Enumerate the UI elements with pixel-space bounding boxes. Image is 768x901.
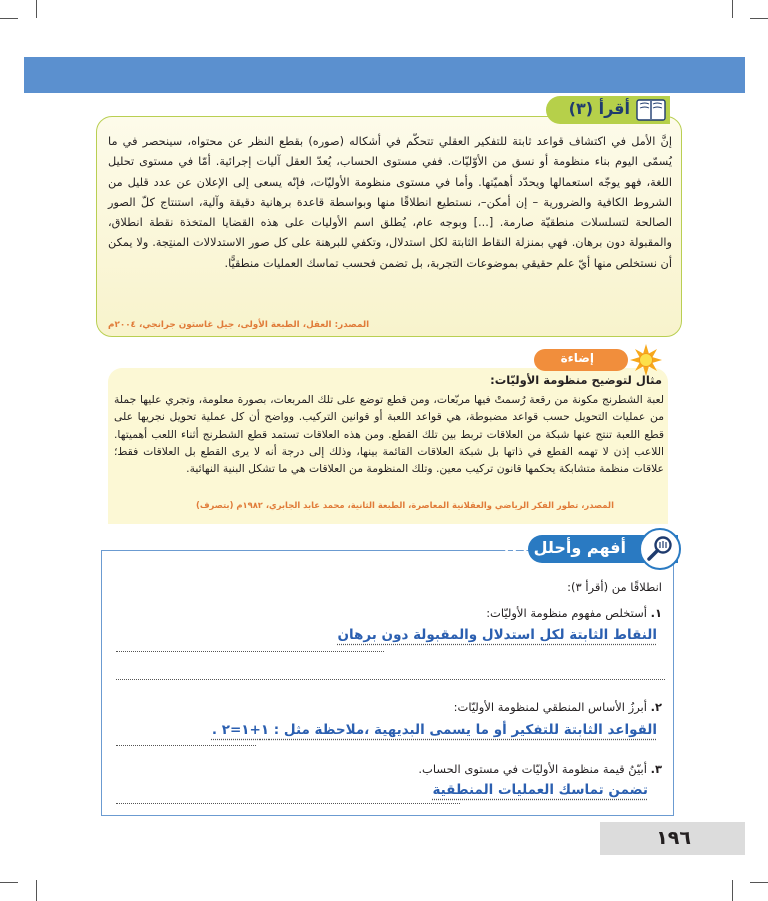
- question-1: [486, 606, 662, 620]
- question-number: ١.: [650, 606, 662, 620]
- question-text: أبرزُ الأساس المنطقي لمنظومة الأوليّات:: [453, 700, 647, 714]
- crop-mark: [732, 0, 733, 18]
- question-3: [418, 762, 662, 776]
- light-heading: مثال لتوضيح منظومة الأوليّات:: [490, 373, 662, 387]
- crop-mark: [36, 880, 37, 901]
- answer-3[interactable]: تضمن تماسك العمليات المنطقية: [432, 782, 648, 798]
- understand-intro: انطلاقًا من (أقرأ ٣):: [567, 580, 662, 594]
- crop-mark: [36, 0, 37, 18]
- light-source: المصدر، تطور الفكر الرياضي والعقلانية المعاصرة، الطبعة الثانية، محمد عابد الجابري، ١٩٨٢م (بتصرف): [196, 500, 614, 510]
- answer-2[interactable]: القواعد الثابتة للتفكير أو ما يسمى البديهية ،ملاحظة مثل : ١+١=٢ .: [211, 722, 657, 738]
- sun-icon: [626, 343, 666, 377]
- crop-mark: [0, 18, 18, 19]
- read-title: أقرأ (٣): [568, 99, 630, 118]
- read-source: المصدر: العقل، الطبعة الأولى، جيل غاستون جرانجي، ٢٠٠٤م: [108, 320, 370, 330]
- question-text: أستخلص مفهوم منظومة الأوليّات:: [486, 606, 647, 620]
- answer-line: [116, 679, 665, 680]
- crop-mark: [750, 18, 768, 19]
- light-title-tab: [534, 349, 628, 371]
- book-icon: [636, 99, 666, 121]
- answer-line: [116, 651, 384, 652]
- header-band: [24, 57, 745, 93]
- light-title: إضاءة: [560, 351, 594, 365]
- crop-mark: [0, 882, 18, 883]
- answer-line: [116, 745, 256, 746]
- page-number-tab: [600, 822, 745, 855]
- crop-mark: [732, 880, 733, 901]
- read-title-tab: [546, 96, 670, 124]
- question-text: أبيّنُ قيمة منظومة الأوليّات في مستوى الحساب.: [418, 762, 647, 776]
- answer-line: [116, 803, 460, 804]
- question-number: ٢.: [650, 700, 662, 714]
- crop-mark: [750, 882, 768, 883]
- question-2: [454, 700, 662, 714]
- magnifier-icon: [638, 527, 682, 571]
- understand-title: أفهم وأحلل (٣): [503, 538, 626, 557]
- read-body: إنَّ الأمل في اكتشاف قواعد ثابتة للتفكير العقلي تتحكّم في أشكاله (صوره) بقطع النظر عن محتواه، سينحصر في ما يُسمّى اليوم بناء منظومة أو نسق من الأوّليّات. ففي مستوى الحساب، يُعدّ العقل آليات إجرائية. أمّا في مستوى تحليل اللغة، فهو يوجّه استعمالها ويحدّد أهميّتها. وأما في مستوى منظومة الأوليّات، فإنّه يسعى إلى الإعلان عن عدد قليل من الشروط الكافية والضرورية – إن أمكن–، نستطيع انطلاقًا منها وبواسطة قاعدة برهانية دقيقة وآلية، استنتاج كلّ الصور الصالحة لتسلسلات منطقيّة صارمة. [...] وبوجه عام، يُطلق اسم الأوليات على هذه القضايا المتخذة نقطة انطلاق، والمقبولة دون برهان. فهي بمنزلة النقاط الثابتة لكل استدلال، وتكفي للبرهنة على كل صور الاستدلالات المنتِجة. ولا يمكن أن نستخلص منها أيّ علم حقيقي بموضوعات التجربة، بل تضمن فحسب تماسك العمليات منطقيًّا.: [108, 135, 672, 270]
- light-body: لعبة الشطرنج مكونة من رقعة رُسمتْ فيها مربّعات، ومن قطع توضع على تلك المربعات، بصورة معلومة، وتجري عليها جملة من عمليات التحويل حسب قواعد مضبوطة، هي قواعد اللعبة أو قوانين التركيب. وواضح أن كل عملية تحويل نجريها على قطع اللعبة تنتج عنها شبكة من العلاقات تربط بين تلك القطع. ومن هذه العلاقات تستمد قطع الشطرنج أثناء اللعب أهميتها. اللاعب إذن لا تهمه القطع في ذاتها بل شبكة العلاقات القائمة بينها، وذلك إلى درجة أنه لا يرى القطع بل العلاقات فقط؛ علاقات منظمة متشابكة يحكمها قانون تركيب معين. وتلك المنظومة من العلاقات هي ما تشكل البنية النهائية.: [114, 393, 664, 476]
- page-number: ١٩٦: [656, 827, 691, 849]
- answer-1[interactable]: النقاط الثابتة لكل استدلال والمقبولة دون برهان: [337, 627, 657, 643]
- question-number: ٣.: [650, 762, 662, 776]
